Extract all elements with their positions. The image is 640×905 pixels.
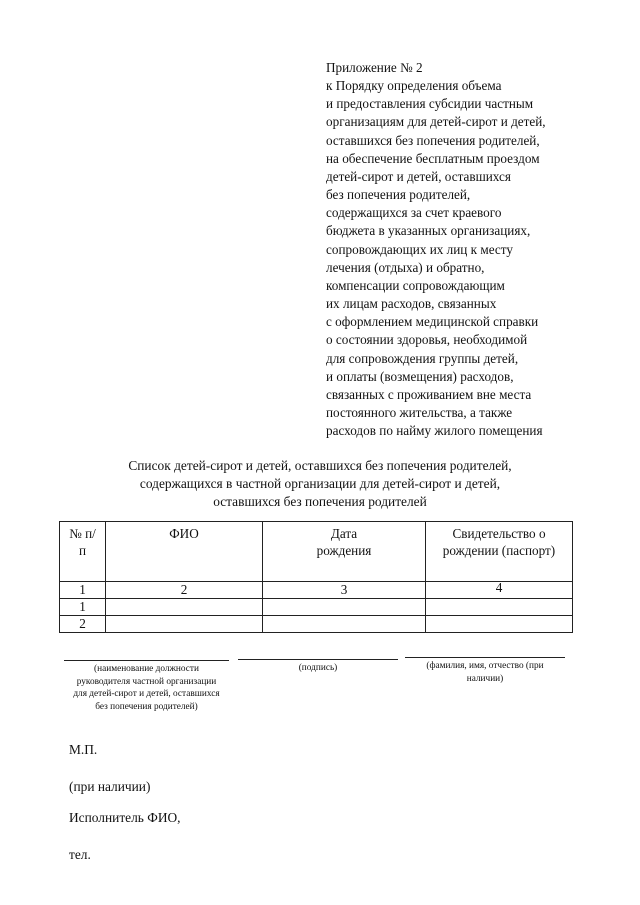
appendix-block xyxy=(326,59,626,440)
header-certificate: Свидетельство о рождении (паспорт) xyxy=(426,522,573,582)
signature-position xyxy=(64,660,229,713)
appendix-line: и предоставления субсидии частным xyxy=(326,96,534,112)
table-cell: 4 xyxy=(426,582,573,599)
appendix-line: содержащихся за счет краевого xyxy=(326,205,502,221)
appendix-line: без попечения родителей, xyxy=(326,187,471,203)
table-header-row xyxy=(60,522,573,582)
table-cell: 2 xyxy=(106,582,263,599)
title-line: содержащихся в частной организации для детей-сирот и детей, xyxy=(139,476,501,491)
document-title xyxy=(60,457,580,511)
header-fio: ФИО xyxy=(106,522,263,582)
signature-name xyxy=(405,657,565,685)
signature-sign-caption: (подпись) xyxy=(298,663,338,673)
appendix-line: сопровождающих их лиц к месту xyxy=(326,241,513,257)
table-cell: 3 xyxy=(263,582,426,599)
appendix-line: о состоянии здоровья, необходимой xyxy=(326,332,528,348)
appendix-line: с оформлением медицинской справки xyxy=(326,314,539,330)
signature-position-caption: (наименование должности руководителя частной организации для детей-сирот и детей, оставшихся без попечения родителей) xyxy=(73,664,220,712)
table-cell xyxy=(106,616,263,633)
appendix-line: организациям для детей-сирот и детей, xyxy=(326,114,546,130)
appendix-line: их лицам расходов, связанных xyxy=(326,296,497,312)
appendix-line: расходов по найму жилого помещения xyxy=(326,423,543,439)
signature-name-caption: (фамилия, имя, отчество (при наличии) xyxy=(426,661,544,684)
table-row xyxy=(60,599,573,616)
title-line: Список детей-сирот и детей, оставшихся без попечения родителей, xyxy=(128,458,512,473)
table-cell xyxy=(106,599,263,616)
table-row xyxy=(60,616,573,633)
table-cell xyxy=(263,599,426,616)
appendix-line: связанных с проживанием вне места xyxy=(326,386,532,402)
appendix-line: лечения (отдыха) и обратно, xyxy=(326,259,485,275)
table-cell: 1 xyxy=(60,599,106,616)
appendix-line: компенсации сопровождающим xyxy=(326,277,505,293)
phone-label: тел. xyxy=(69,847,91,862)
stamp-label: М.П. xyxy=(69,742,98,757)
children-table xyxy=(59,521,573,633)
signature-sign xyxy=(238,659,398,675)
table-cell: 1 xyxy=(60,582,106,599)
table-cell xyxy=(263,616,426,633)
appendix-line: постоянного жительства, а также xyxy=(326,404,513,420)
appendix-line: Приложение № 2 xyxy=(326,60,423,75)
title-line: оставшихся без попечения родителей xyxy=(213,494,427,509)
appendix-line: детей-сирот и детей, оставшихся xyxy=(326,168,511,184)
table-row xyxy=(60,582,573,599)
appendix-line: оставшихся без попечения родителей, xyxy=(326,132,540,148)
appendix-line: к Порядку определения объема xyxy=(326,78,502,94)
table-cell: 2 xyxy=(60,616,106,633)
appendix-line: для сопровождения группы детей, xyxy=(326,350,519,366)
if-available-label: (при наличии) xyxy=(69,779,151,794)
executor-label: Исполнитель ФИО, xyxy=(69,810,181,825)
appendix-line: бюджета в указанных организациях, xyxy=(326,223,531,239)
table-cell xyxy=(426,616,573,633)
header-birth-date: Дата рождения xyxy=(263,522,426,582)
appendix-line: на обеспечение бесплатным проездом xyxy=(326,150,540,166)
table-cell xyxy=(426,599,573,616)
header-number: № п/п xyxy=(60,522,106,582)
appendix-line: и оплаты (возмещения) расходов, xyxy=(326,368,514,384)
